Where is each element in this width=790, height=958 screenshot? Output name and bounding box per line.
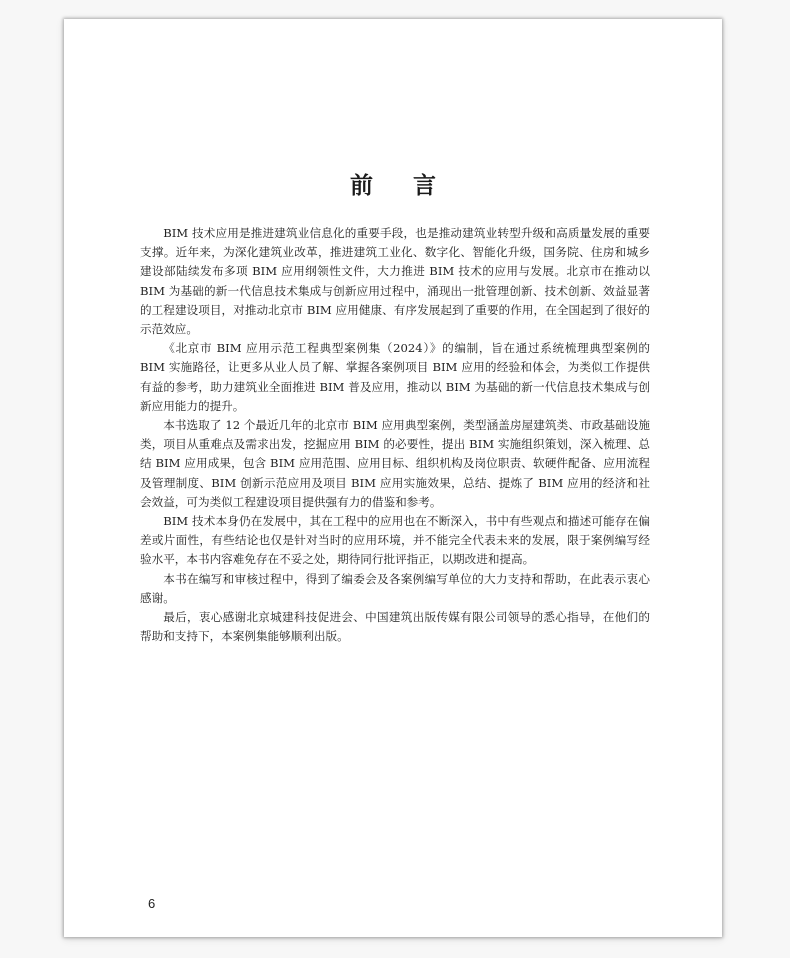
paragraph: BIM 技术应用是推进建筑业信息化的重要手段，也是推动建筑业转型升级和高质量发展的重要支撑。近年来，为深化建筑业改革，推进建筑工业化、数字化、智能化升级，国务院、住房和城乡建设部陆续发布多项 BIM 应用纲领性文件，大力推进 BIM 技术的应用与发展。北京市在推动以 BIM 为基础的新一代信息技术集成与创新应用过程中，涌现出一批管理创新、技术创新、效益显著的工程建设项目，对推动北京市 BIM 应用健康、有序发展起到了重要的作用，在全国起到了很好的示范效应。: [140, 226, 650, 337]
page-title: 前言: [350, 172, 476, 199]
paragraph: 最后，衷心感谢北京城建科技促进会、中国建筑出版传媒有限公司领导的悉心指导，在他们的帮助和支持下，本案例集能够顺利出版。: [140, 610, 650, 644]
paragraph: 《北京市 BIM 应用示范工程典型案例集（2024）》的编制，旨在通过系统梳理典型案例的 BIM 实施路径，让更多从业人员了解、掌握各案例项目 BIM 应用的经验和体会，为类似工作提供有益的参考，助力建筑业全面推进 BIM 普及应用，推动以 BIM 为基础的新一代信息技术集成与创新应用能力的提升。: [140, 341, 650, 413]
paragraph: 本书在编写和审核过程中，得到了编委会及各案例编写单位的大力支持和帮助，在此表示衷心感谢。: [140, 571, 650, 605]
paragraph: 本书选取了 12 个最近几年的北京市 BIM 应用典型案例，类型涵盖房屋建筑类、市政基础设施类，项目从重难点及需求出发，挖掘应用 BIM 的必要性，提出 BIM 实施组织策划，深入梳理、总结 BIM 应用成果，包含 BIM 应用范围、应用目标、组织机构及岗位职责、软硬件配备、应用流程及管理制度、BIM 创新示范应用及项目 BIM 应用实施效果，总结、提炼了 BIM 应用的经济和社会效益，可为类似工程建设项目提供强有力的借鉴和参考。: [140, 418, 650, 509]
paragraph: BIM 技术本身仍在发展中，其在工程中的应用也在不断深入，书中有些观点和描述可能存在偏差或片面性，有些结论也仅是针对当时的应用环境，并不能完全代表未来的发展，限于案例编写经验水平，本书内容难免存在不妥之处，期待同行批评指正，以期改进和提高。: [140, 514, 650, 567]
page-number: 6: [148, 896, 156, 911]
preface-body: [140, 224, 650, 646]
document-page: [64, 19, 722, 937]
